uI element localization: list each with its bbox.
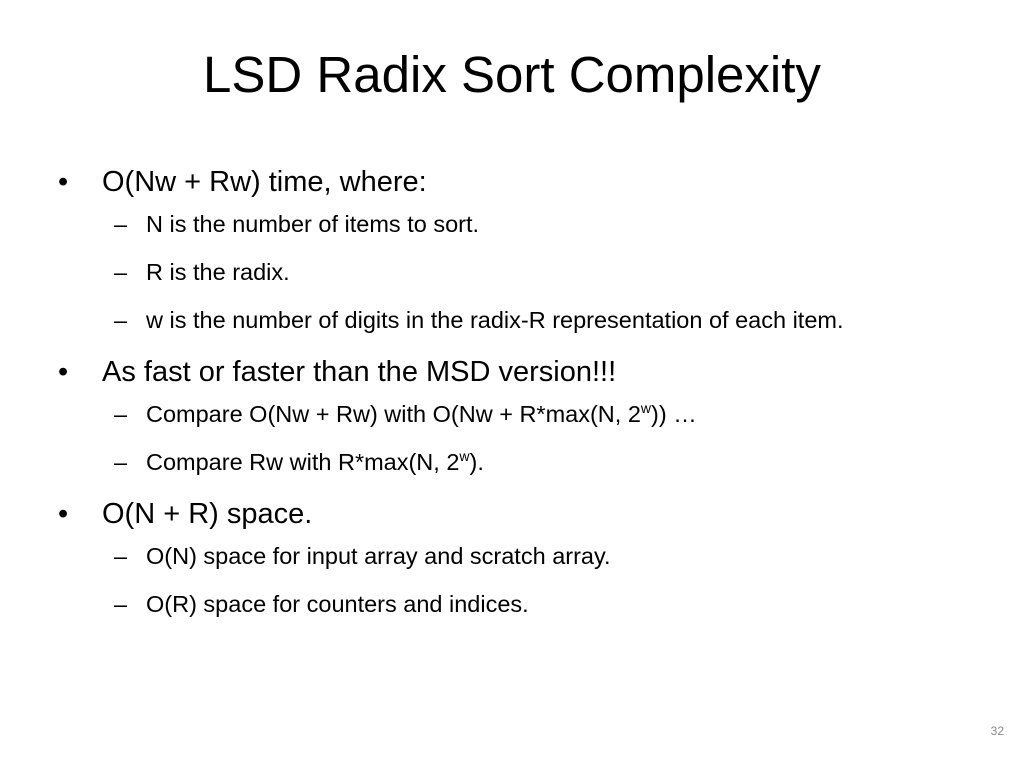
sub-bullet-text: w is the number of digits in the radix-R representation of each item. <box>146 307 844 333</box>
dash-marker: – <box>114 259 128 285</box>
sub-bullet-w-definition <box>58 304 958 336</box>
sub-bullet-compare-time <box>58 398 958 430</box>
sub-bullet-text: O(R) space for counters and indices. <box>146 591 529 617</box>
bullet-space-complexity <box>58 494 958 534</box>
bullet-marker: • <box>58 498 69 530</box>
sub-bullet-r-space <box>58 588 958 620</box>
dash-marker: – <box>114 401 128 427</box>
sub-bullet-text: Compare Rw with R*max(N, 2$^w$). <box>146 448 484 475</box>
bullet-marker: • <box>58 166 69 198</box>
bullet-time-complexity <box>58 162 958 202</box>
dash-marker: – <box>114 449 128 475</box>
slide-title: LSD Radix Sort Complexity <box>203 46 821 103</box>
bullet-text: As fast or faster than the MSD version!!! <box>102 356 617 388</box>
slide-number: 32 <box>990 724 1004 738</box>
sub-bullet-text: O(N) space for input array and scratch array. <box>146 543 611 569</box>
sub-bullet-n-definition <box>58 208 958 240</box>
sub-bullet-text: R is the radix. <box>146 259 290 285</box>
superscript-w: w <box>640 400 652 416</box>
dash-marker: – <box>114 211 128 237</box>
sub-bullet-n-space <box>58 540 958 572</box>
sub-bullet-r-definition <box>58 256 958 288</box>
dash-marker: – <box>114 591 128 617</box>
slide-content <box>58 162 958 636</box>
dash-marker: – <box>114 543 128 569</box>
sub-bullet-compare-rw <box>58 446 958 478</box>
bullet-msd-comparison <box>58 352 958 392</box>
bullet-text: O(N + R) space. <box>102 498 313 530</box>
bullet-marker: • <box>58 356 69 388</box>
bullet-text: O(Nw + Rw) time, where: <box>102 166 427 198</box>
sub-bullet-text: N is the number of items to sort. <box>146 211 480 237</box>
dash-marker: – <box>114 307 128 333</box>
superscript-w: w <box>459 448 470 464</box>
sub-bullet-text: Compare O(Nw + Rw) with O(Nw + R*max(N, 2$^w$)) … <box>146 400 697 427</box>
